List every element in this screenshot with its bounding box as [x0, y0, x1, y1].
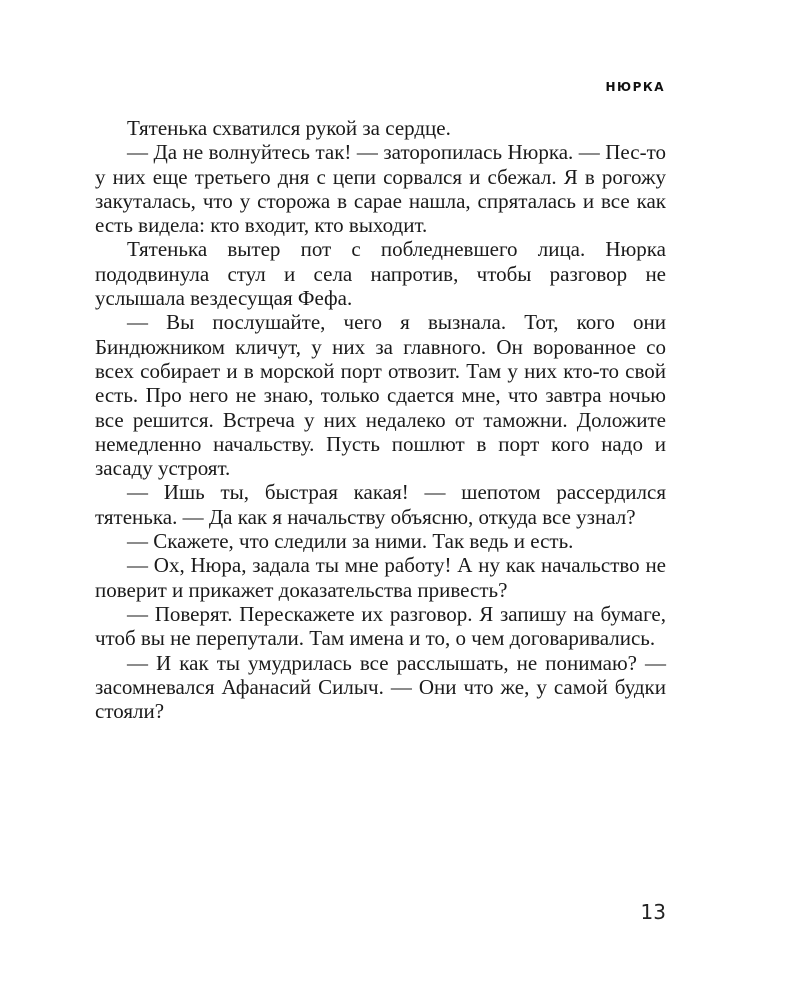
paragraph: — Поверят. Перескажете их разговор. Я запишу на бумаге, чтоб вы не перепутали. Там имена и то, о чем договаривались. [95, 601, 666, 651]
paragraph: — Скажете, что следили за ними. Так ведь и есть. [127, 529, 574, 554]
paragraph: Тятенька вытер пот с побледневшего лица. Нюрка пододвинула стул и села напротив, чтобы разговор не услышала вездесущая Фефа. [95, 237, 666, 311]
paragraph: Тятенька схватился рукой за сердце. [127, 116, 451, 140]
body-text [95, 116, 666, 723]
paragraph: — И как ты умудрилась все расслышать, не понимаю? — засомневался Афанасий Силыч. — Они что же, у самой будки стояли? [95, 650, 666, 724]
paragraph: — Да не волнуйтесь так! — заторопилась Нюрка. — Пес-то у них еще третьего дня с цепи сорвался и сбежал. Я в рогожу закуталась, что у сторожа в сарае нашла, спряталась и все как есть видела: кто входит, кто выходит. [95, 140, 666, 238]
running-header: НЮРКА [605, 80, 665, 94]
paragraph: — Вы послушайте, чего я вызнала. Тот, кого они Биндюжником кличут, у них за главного. Он ворованное со всех собирает и в морской порт отвозит. Там у них кто-то свой есть. Про него не знаю, только сдается мне, что завтра ночью все решится. Встреча у них недалеко от таможни. Доложите немедленно начальству. Пусть пошлют в порт кого надо и засаду устроят. [95, 310, 666, 481]
paragraph: — Ох, Нюра, задала ты мне работу! А ну как начальство не поверит и прикажет доказательства привесть? [95, 553, 666, 602]
page-number: 13 [640, 900, 666, 924]
paragraph: — Ишь ты, быстрая какая! — шепотом рассердился тятенька. — Да как я начальству объясню, откуда все узнал? [95, 480, 666, 529]
